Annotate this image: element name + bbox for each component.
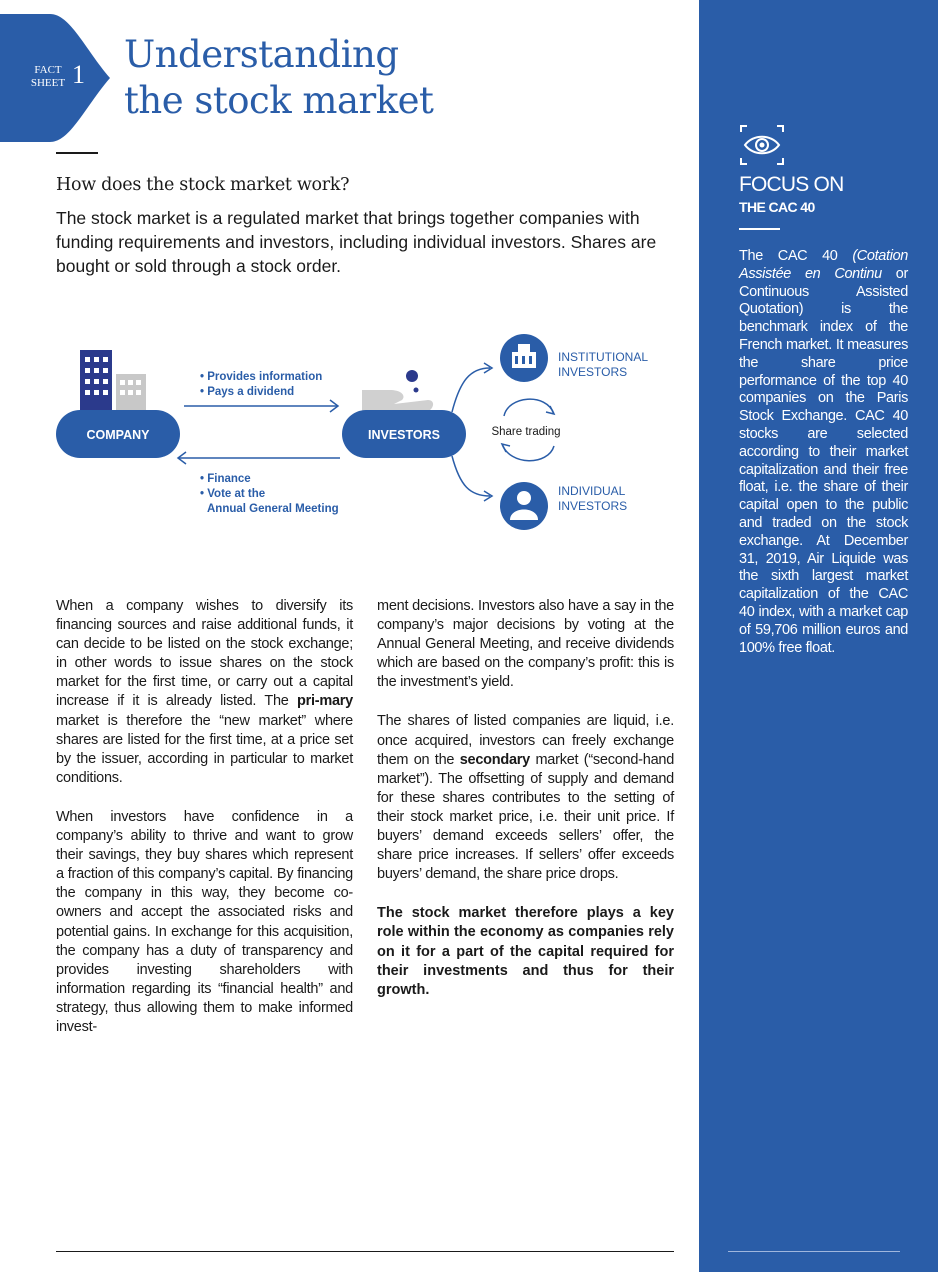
institutional-building-icon [500, 334, 548, 382]
body-column-1 [56, 597, 353, 1057]
vote-label-2: Annual General Meeting [207, 503, 339, 515]
col2-paragraph-1: ment decisions. Investors also have a say in the company’s major decisions by voting at the Annual General Meeting, and receive dividends which are based on the company’s profit: this is the investment’s yield. [377, 598, 674, 691]
title-line-2: the stock market [124, 79, 434, 122]
individual-person-icon [500, 482, 548, 530]
col1-paragraph-2: When investors have confidence in a company’s ability to thrive and want to grow their savings, they buy shares which represent a fraction of this company’s capital. By financing the company in this way, they become co-owners and accept the associated risks and potential gains. In exchange for this acquisition, the company has a duty of transparency and provides investing shareholders with information regarding its “financial health” and strategy, thus allowing them to make informed invest- [56, 808, 353, 1035]
secondary-term: secondary [459, 751, 530, 768]
sidebar-italic-term: (Cotation Assistée en Continu [739, 248, 908, 282]
bottom-divider [56, 1251, 674, 1252]
body-column-2 [377, 597, 674, 1020]
eye-icon [739, 124, 785, 166]
investor-hand-icon [362, 370, 433, 414]
col2-paragraph-2: The shares of listed companies are liquid, i.e. once acquired, investors can freely exchange them on the secondary market (“second-hand market”). The offsetting of supply and demand for these shares contributes to the setting of their stock market price, i.e. their unit price. If buyers’ demand exceeds sellers’ offer, the share price increases. If sellers’ offer exceeds buyers’ demand, the share price drops. [377, 713, 675, 883]
share-trading-label: Share trading [491, 426, 561, 438]
intro-paragraph: The stock market is a regulated market that brings together companies with funding requirements and investors, including individual investors. Shares are bought or sold through a stock order. [56, 208, 657, 276]
company-building-icon [80, 350, 146, 420]
primary-term: pri-mary [296, 693, 353, 710]
title-divider [56, 152, 98, 154]
focus-subject: THE CAC 40 [739, 199, 815, 215]
sidebar-bottom-divider [728, 1251, 900, 1252]
branch-down-arrow [452, 456, 490, 496]
individual-label-2: INVESTORS [558, 499, 628, 513]
institutional-label-2: INVESTORS [558, 365, 628, 379]
focus-on-heading: FOCUS ON [739, 173, 844, 196]
individual-label-1: INDIVIDUAL [558, 484, 626, 498]
page-title [124, 32, 544, 124]
sidebar-divider [739, 228, 780, 230]
finance-label: • Finance [200, 473, 251, 485]
title-line-1: Understanding [124, 33, 399, 76]
badge-fact-text: FACT [34, 64, 62, 76]
sidebar-text: The CAC 40 (Cotation Assistée en Continu or Continuous Assisted Quotation) is the benchmark index of the French market. It measures the share price performance of the top 40 companies on the Paris Stock Exchange. CAC 40 stocks are selected according to their market capitalization and their free float, i.e. the share of their capital open to the public and traded on the stock exchange. At December 31, 2019, Air Liquide was the sixth largest market capitalization of the CAC 40 index, with a market cap of 59,706 million euros and 100% free float. [739, 248, 908, 656]
col2-conclusion: The stock market therefore plays a key role within the economy as companies rely on it for a part of the capital required for their investments and thus for their growth. [377, 905, 674, 998]
pays-dividend-label: • Pays a dividend [200, 386, 295, 398]
badge-label [28, 64, 68, 90]
institutional-label-1: INSTITUTIONAL [558, 350, 649, 364]
company-label: COMPANY [86, 428, 150, 442]
branch-up-arrow [452, 368, 490, 412]
badge-number: 1 [72, 60, 85, 89]
badge-sheet-text: SHEET [30, 77, 66, 89]
investors-label: INVESTORS [367, 428, 441, 442]
provides-info-label: • Provides information [200, 371, 323, 383]
vote-label-1: • Vote at the [200, 488, 266, 500]
section-heading: How does the stock market work? [56, 175, 350, 195]
stock-market-diagram [50, 326, 670, 546]
col1-paragraph-1: When a company wishes to diversify its financing sources and raise additional funds, it can decide to be listed on the stock exchange; in other words to issue shares on the stock market for the first time, or carry out a capital increase if it is already listed. The pri-mary market is therefore the “new market” where shares are listed for the first time, at a price set by the issuer, according in particular to market conditions. [56, 598, 353, 786]
